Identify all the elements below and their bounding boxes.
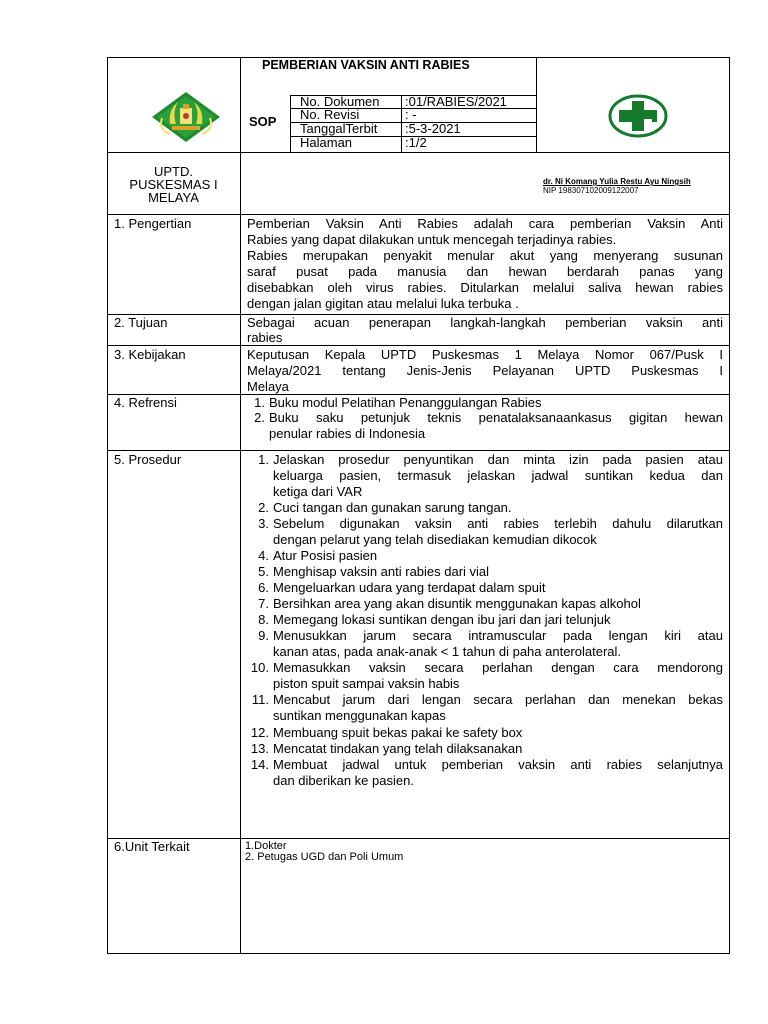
refrensi-item-number: 2. xyxy=(254,410,265,425)
meta-label-revisi: No. Revisi xyxy=(300,107,360,122)
prosedur-item xyxy=(245,741,723,757)
prosedur-item xyxy=(245,548,723,564)
prosedur-item-number: 4. xyxy=(258,548,269,563)
org-line-1: UPTD. xyxy=(154,164,193,179)
prosedur-item xyxy=(245,660,723,692)
kebijakan-line: Melaya xyxy=(247,379,289,394)
pengertian-line: dengan jalan gigitan atau melalui luka terbuka . xyxy=(247,296,519,311)
pengertian-line: Rabies merupakan penyakit menular akut yang menyerang susunan xyxy=(247,248,723,263)
prosedur-item xyxy=(245,692,723,724)
unit-terkait-line: 2. Petugas UGD dan Poli Umum xyxy=(245,851,404,863)
pengertian-line: saraf pusat pada manusia dan hewan berdarah panas yang xyxy=(247,264,723,279)
prosedur-item-text: dengan pelarut yang telah disediakan kemudian dikocok xyxy=(273,532,597,547)
pengertian-line: Pemberian Vaksin Anti Rabies adalah cara pemberian Vaksin Anti xyxy=(247,216,723,231)
prosedur-item xyxy=(245,725,723,741)
prosedur-item-text: Menusukkan jarum secara intramuscular pada lengan kiri atau xyxy=(273,628,723,643)
prosedur-item-number: 5. xyxy=(258,564,269,579)
prosedur-item-text: Atur Posisi pasien xyxy=(273,548,378,563)
prosedur-item-number: 14. xyxy=(250,757,269,772)
refrensi-item-text: penular rabies di Indonesia xyxy=(269,426,426,441)
prosedur-item-text: dan diberikan ke pasien. xyxy=(273,773,414,788)
sop-label: SOP xyxy=(249,114,277,129)
health-cross-logo xyxy=(608,94,668,138)
meta-label-tanggal: TanggalTerbit xyxy=(300,121,378,136)
prosedur-item-number: 3. xyxy=(258,516,269,531)
prosedur-item-number: 2. xyxy=(258,500,269,515)
prosedur-item-text: Cuci tangan dan gunakan sarung tangan. xyxy=(273,500,512,515)
signer-nip: NIP 198307102009122007 xyxy=(543,186,639,195)
org-line-2: PUSKESMAS I xyxy=(129,177,218,192)
refrensi-item-number: 1. xyxy=(254,395,265,410)
prosedur-item xyxy=(245,612,723,628)
refrensi-item-text: Buku modul Pelatihan Penanggulangan Rabies xyxy=(269,395,542,410)
prosedur-item-text: Membuat jadwal untuk pemberian vaksin anti rabies selanjutnya xyxy=(273,757,723,772)
prosedur-item-text: Membuang spuit bekas pakai ke safety box xyxy=(273,725,523,740)
prosedur-item-text: keluarga pasien, termasuk jelaskan jadwal suntikan kedua dan xyxy=(273,468,723,483)
prosedur-item-text: Menghisap vaksin anti rabies dari vial xyxy=(273,564,490,579)
prosedur-item xyxy=(245,500,723,516)
prosedur-item xyxy=(245,628,723,660)
prosedur-item-text: kanan atas, pada anak-anak < 1 tahun di paha anterolateral. xyxy=(273,644,622,659)
pengertian-line: disebabkan oleh virus rabies. Ditularkan melalui saliva hewan rabies xyxy=(247,280,723,295)
label-prosedur: 5. Prosedur xyxy=(114,452,182,467)
label-kebijakan: 3. Kebijakan xyxy=(114,347,186,362)
prosedur-item-text: Memasukkan vaksin secara perlahan dengan cara mendorong xyxy=(273,660,723,675)
prosedur-item xyxy=(245,757,723,789)
kebijakan-line: Melaya/2021 tentang Jenis-Jenis Pelayanan UPTD Puskesmas I xyxy=(247,363,723,378)
prosedur-item-text: Memegang lokasi suntikan dengan ibu jari dan jari telunjuk xyxy=(273,612,611,627)
refrensi-item-text: Buku saku petunjuk teknis penatalaksanaankasus gigitan hewan xyxy=(269,410,723,425)
prosedur-item-text: Jelaskan prosedur penyuntikan dan minta izin pada pasien atau xyxy=(273,452,723,467)
prosedur-item-text: Mencatat tindakan yang telah dilaksanakan xyxy=(273,741,523,756)
pengertian-line: Rabies yang dapat dilakukan untuk mencegah terjadinya rabies. xyxy=(247,232,617,247)
refrensi-item xyxy=(251,395,723,411)
meta-label-halaman: Halaman xyxy=(300,135,353,150)
prosedur-item-number: 9. xyxy=(258,628,269,643)
document-title: PEMBERIAN VAKSIN ANTI RABIES xyxy=(262,58,470,72)
prosedur-item-text: Bersihkan area yang akan disuntik menggunakan kapas alkohol xyxy=(273,596,641,611)
prosedur-item-number: 10. xyxy=(250,660,269,675)
prosedur-item xyxy=(245,564,723,580)
meta-value-revisi: : - xyxy=(405,107,417,122)
prosedur-item-number: 13. xyxy=(250,741,269,756)
label-refrensi: 4. Refrensi xyxy=(114,395,177,410)
refrensi-item xyxy=(251,410,723,442)
prosedur-item-text: suntikan menggunakan kapas xyxy=(273,708,446,723)
prosedur-item-number: 8. xyxy=(258,612,269,627)
puskesmas-logo xyxy=(148,88,224,146)
prosedur-item-text: Mencabut jarum dari lengan secara perlahan dan menekan bekas xyxy=(273,692,723,707)
prosedur-item-number: 1. xyxy=(258,452,269,467)
meta-value-dokumen: :01/RABIES/2021 xyxy=(405,94,507,109)
prosedur-item-text: Mengeluarkan udara yang terdapat dalam spuit xyxy=(273,580,546,595)
prosedur-item xyxy=(245,596,723,612)
prosedur-item-number: 12. xyxy=(250,725,269,740)
meta-value-tanggal: :5-3-2021 xyxy=(405,121,461,136)
meta-value-halaman: :1/2 xyxy=(405,135,427,150)
prosedur-item xyxy=(245,452,723,500)
meta-label-dokumen: No. Dokumen xyxy=(300,94,380,109)
signer-name: dr. Ni Komang Yulia Restu Ayu Ningsih xyxy=(543,177,691,186)
kebijakan-line: Keputusan Kepala UPTD Puskesmas 1 Melaya Nomor 067/Pusk I xyxy=(247,347,723,362)
tujuan-line: rabies xyxy=(247,330,283,345)
prosedur-item-text: ketiga dari VAR xyxy=(273,484,363,499)
label-tujuan: 2. Tujuan xyxy=(114,315,168,330)
prosedur-item-number: 6. xyxy=(258,580,269,595)
label-unit-terkait: 6.Unit Terkait xyxy=(114,839,190,854)
prosedur-item xyxy=(245,580,723,596)
prosedur-item-text: piston spuit sampai vaksin habis xyxy=(273,676,460,691)
tujuan-line: Sebagai acuan penerapan langkah-langkah pemberian vaksin anti xyxy=(247,315,723,330)
unit-terkait-line: 1.Dokter xyxy=(245,840,287,852)
prosedur-item-number: 11. xyxy=(251,692,269,707)
prosedur-item-number: 7. xyxy=(258,596,269,611)
prosedur-item-text: Sebelum digunakan vaksin anti rabies terlebih dahulu dilarutkan xyxy=(273,516,723,531)
org-line-3: MELAYA xyxy=(148,190,199,205)
label-pengertian: 1. Pengertian xyxy=(114,216,192,231)
prosedur-item xyxy=(245,516,723,548)
